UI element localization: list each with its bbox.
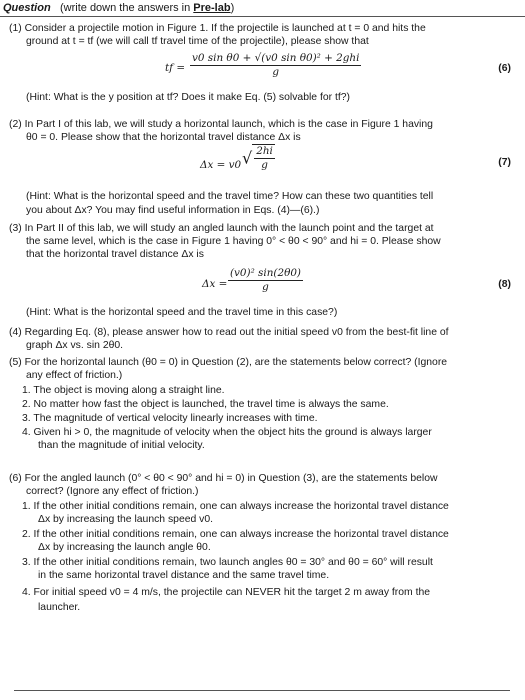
q5-item-4-cont: than the magnitude of initial velocity. (38, 440, 205, 451)
q2-sqrt: √ $\frac{2hi}{g}$ (242, 145, 273, 171)
q5-line-2: any effect of friction.) (26, 370, 123, 381)
page-header (0, 2, 525, 17)
q6-item-3-cont: in the same horizontal travel distance and the same travel time. (38, 570, 330, 581)
q6-line-1: (6) For the angled launch (0° < θ0 < 90° and hi = 0) in Question (3), are the statements below (9, 473, 438, 484)
eq-6-number: (6) (498, 63, 511, 74)
q2-hint-1: (Hint: What is the horizontal speed and the travel time? How can these two quantities tell (26, 191, 434, 202)
eq-7-number: (7) (498, 157, 511, 168)
q1-line-1: (1) Consider a projectile motion in Figure 1. If the projectile is launched at t = 0 and hits the (9, 23, 426, 34)
q3-eq-lhs: Δx = (202, 278, 228, 290)
q6-item-3: 3. If the other initial conditions remain, two launch angles θ0 = 30° and θ0 = 60° will result (22, 557, 433, 568)
q2-hint-2: you about Δx? You may find useful information in Eqs. (4)—(6).) (26, 205, 320, 216)
q6-line-2: correct? (Ignore any effect of friction.) (26, 486, 199, 497)
q4-line-2: graph Δx vs. sin 2θ0. (26, 340, 124, 351)
q2-sqrt-denominator: g (261, 159, 268, 171)
q1-fraction (190, 52, 361, 79)
q6-item-1: 1. If the other initial conditions remain, one can always increase the horizontal travel distance (22, 501, 449, 512)
q2-line-1: (2) In Part I of this lab, we will study a horizontal launch, which is the case in Figure 1 having (9, 119, 433, 130)
q2-eq-lhs: Δx = v0 (200, 159, 242, 171)
q3-line-1: (3) In Part II of this lab, we will study an angled launch with the launch point and the target at (9, 223, 434, 234)
q1-numerator: v0 sin θ0 + √(v0 sin θ0)² + 2ghi (192, 52, 360, 64)
question-label: Question (3, 2, 51, 14)
q2-line-2: θ0 = 0. Please show that the horizontal travel distance Δx is (26, 132, 301, 143)
q5-item-4: 4. Given hi > 0, the magnitude of velocity when the object hits the ground is always larger (22, 427, 432, 438)
q1-denominator: g (272, 66, 280, 78)
q6-item-1-cont: Δx by increasing the launch speed v0. (38, 514, 214, 525)
q1-hint: (Hint: What is the y position at tf? Does it make Eq. (5) solvable for tf?) (26, 92, 350, 103)
q1-eq-lhs: tf = (165, 62, 186, 74)
q5-item-2: 2. No matter how fast the object is launched, the travel time is always the same. (22, 399, 389, 410)
q3-line-2: the same level, which is the case in Figure 1 having 0° < θ0 < 90° and hi = 0. Please show (26, 236, 441, 247)
q6-item-4: 4. For initial speed v0 = 4 m/s, the projectile can NEVER hit the target 2 m away from the (22, 587, 431, 598)
q6-item-4-cont: launcher. (38, 602, 81, 613)
q6-item-2: 2. If the other initial conditions remain, one can always increase the horizontal travel distance (22, 529, 449, 540)
q5-item-3: 3. The magnitude of vertical velocity linearly increases with time. (22, 413, 318, 424)
eq-8-number: (8) (498, 279, 511, 290)
q3-hint: (Hint: What is the horizontal speed and the travel time in this case?) (26, 307, 338, 318)
prelab-link: Pre-lab (193, 2, 231, 14)
q1-line-2: ground at t = tf (we will call tf travel time of the projectile), please show that (26, 36, 369, 47)
q5-line-1: (5) For the horizontal launch (θ0 = 0) in Question (2), are the statements below correct? (Ignore (9, 357, 448, 368)
bottom-rule (14, 690, 510, 691)
q4-line-1: (4) Regarding Eq. (8), please answer how to read out the initial speed v0 from the best-fit line of (9, 327, 449, 338)
q3-numerator: (v0)² sin(2θ0) (230, 267, 301, 279)
q3-line-3: that the horizontal travel distance Δx is (26, 249, 204, 260)
q3-denominator: g (262, 281, 269, 293)
q3-fraction (228, 267, 303, 294)
q6-item-2-cont: Δx by increasing the launch angle θ0. (38, 542, 211, 553)
q2-sqrt-numerator: 2hi (256, 145, 273, 157)
q5-item-1: 1. The object is moving along a straight line. (22, 385, 225, 396)
header-instruction: (write down the answers in Pre-lab) (60, 2, 235, 14)
